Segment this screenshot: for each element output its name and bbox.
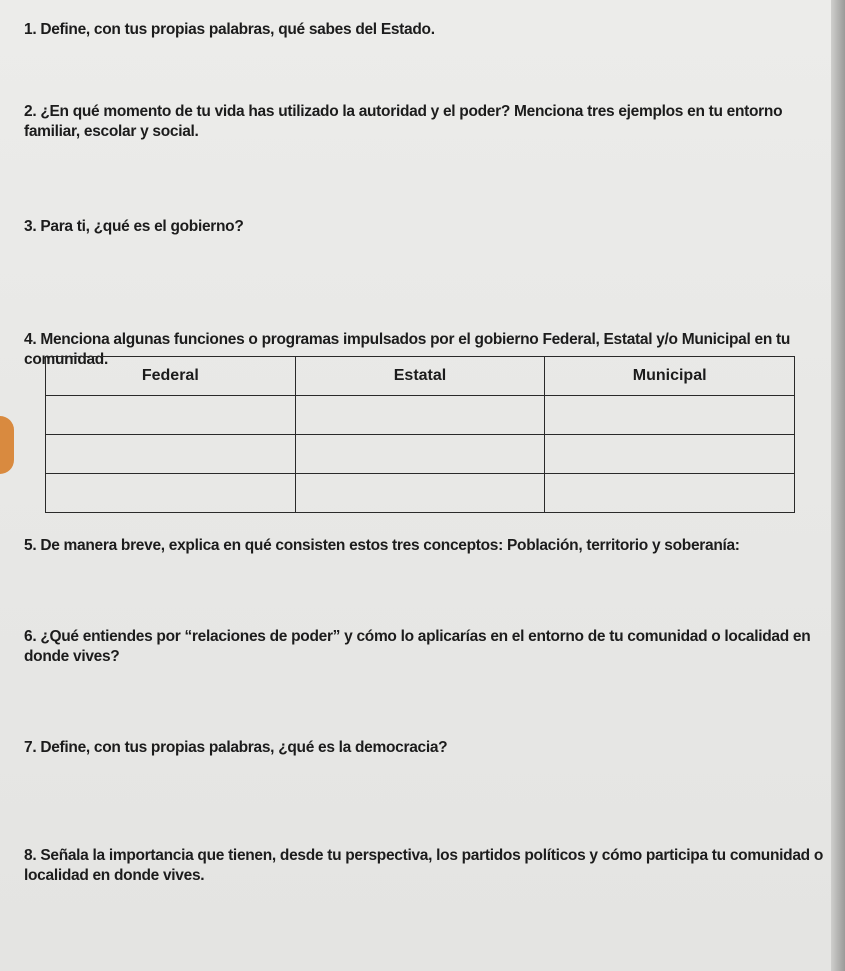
table-header-row bbox=[46, 357, 795, 396]
header-municipal: Municipal bbox=[545, 357, 795, 396]
table-cell-federal[interactable] bbox=[46, 435, 296, 474]
question-5: 5. De manera breve, explica en qué consisten estos tres conceptos: Población, territorio y soberanía: bbox=[24, 537, 740, 554]
question-3: 3. Para ti, ¿qué es el gobierno? bbox=[24, 218, 244, 235]
question-8: 8. Señala la importancia que tienen, desde tu perspectiva, los partidos políticos y cómo participa tu comunidad o localidad en donde vives. bbox=[24, 847, 823, 884]
table-cell-federal[interactable] bbox=[46, 396, 296, 435]
question-7: 7. Define, con tus propias palabras, ¿qué es la democracia? bbox=[24, 739, 448, 756]
table-cell-estatal[interactable] bbox=[295, 396, 545, 435]
table-row bbox=[46, 435, 795, 474]
question-4: 4. Menciona algunas funciones o programas impulsados por el gobierno Federal, Estatal y/o Municipal en tu comunidad. bbox=[24, 331, 791, 368]
question-2: 2. ¿En qué momento de tu vida has utilizado la autoridad y el poder? Menciona tres ejemplos en tu entorno familiar, escolar y social. bbox=[24, 103, 783, 140]
table-row bbox=[46, 396, 795, 435]
page-edge-shadow bbox=[831, 0, 845, 971]
table-cell-municipal[interactable] bbox=[545, 435, 795, 474]
table-row bbox=[46, 474, 795, 513]
header-federal: Federal bbox=[46, 357, 296, 396]
table-cell-municipal[interactable] bbox=[545, 474, 795, 513]
header-estatal: Estatal bbox=[295, 357, 545, 396]
question-6: 6. ¿Qué entiendes por “relaciones de poder” y cómo lo aplicarías en el entorno de tu comunidad o localidad en donde vives? bbox=[24, 628, 811, 665]
orange-binder-tab bbox=[0, 416, 14, 474]
government-levels-table bbox=[45, 356, 795, 513]
table-cell-municipal[interactable] bbox=[545, 396, 795, 435]
table-cell-estatal[interactable] bbox=[295, 435, 545, 474]
table-cell-estatal[interactable] bbox=[295, 474, 545, 513]
table-cell-federal[interactable] bbox=[46, 474, 296, 513]
question-1: 1. Define, con tus propias palabras, qué sabes del Estado. bbox=[24, 21, 435, 38]
